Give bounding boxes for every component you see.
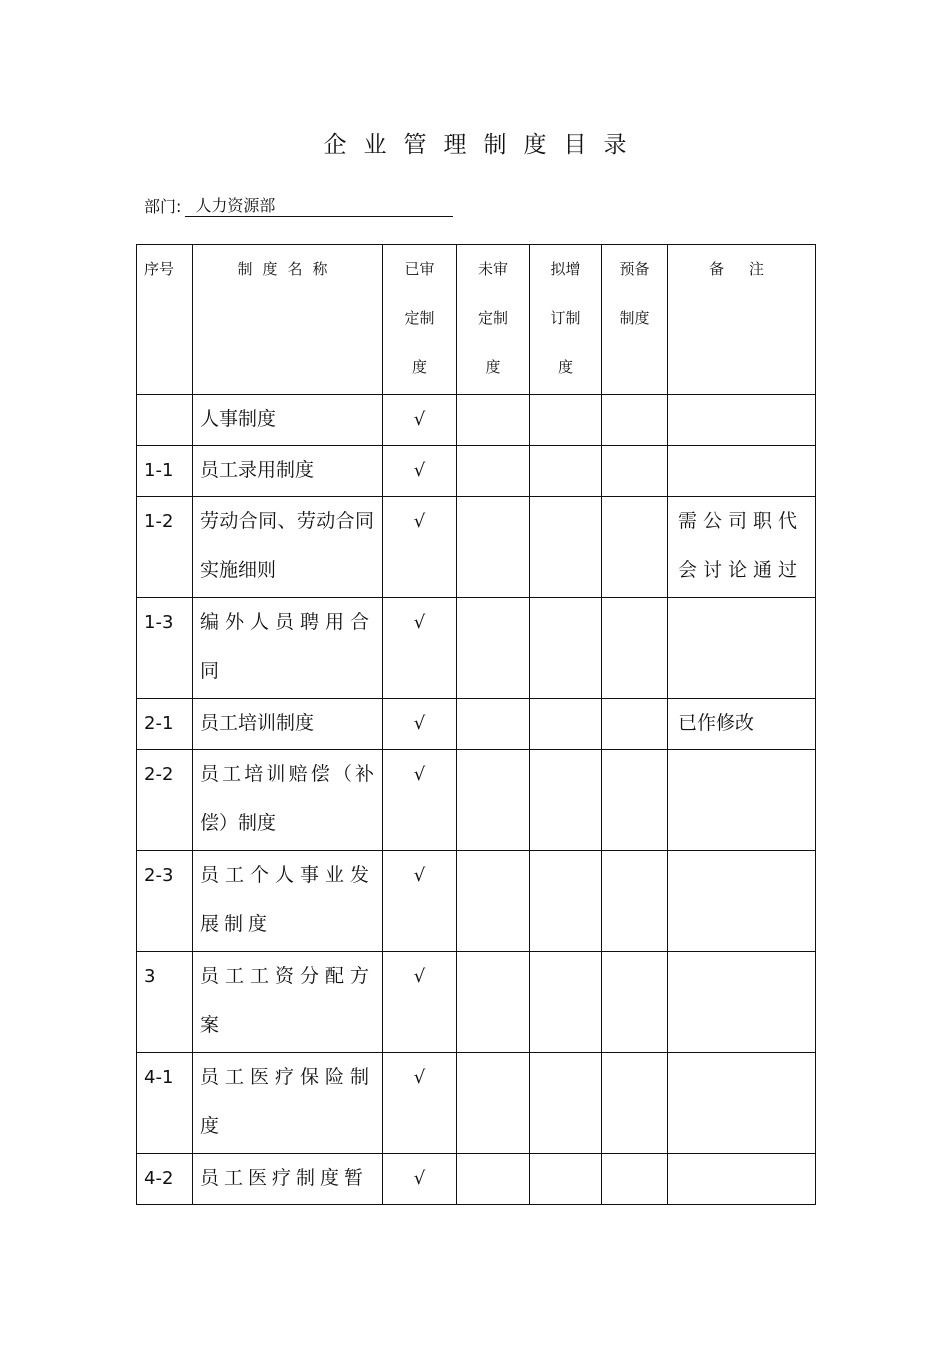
row-no: 1-2	[137, 497, 193, 598]
row-no: 1-3	[137, 598, 193, 699]
table-row	[137, 952, 816, 1053]
table-row	[137, 446, 816, 497]
row-approved-mark: √	[383, 952, 457, 1053]
page-title: 企业管理制度目录	[323, 132, 644, 158]
regulation-table	[136, 244, 816, 1205]
table-row	[137, 497, 816, 598]
row-approved-mark: √	[383, 598, 457, 699]
row-unapproved	[457, 1053, 530, 1154]
row-unapproved	[457, 395, 530, 446]
table-row	[137, 598, 816, 699]
row-planned	[530, 1154, 602, 1205]
header-reserve: 预备 制度	[602, 245, 668, 395]
department-label: 部门:	[144, 197, 182, 216]
row-reserve	[602, 395, 668, 446]
row-remark	[668, 750, 816, 851]
row-approved-mark: √	[383, 750, 457, 851]
row-name: 员工医疗制度暂	[193, 1154, 383, 1205]
row-remark	[668, 598, 816, 699]
row-name: 员工培训赔偿（补偿）制度	[193, 750, 383, 851]
row-unapproved	[457, 497, 530, 598]
row-unapproved	[457, 750, 530, 851]
row-reserve	[602, 1154, 668, 1205]
row-remark	[668, 1154, 816, 1205]
row-no: 3	[137, 952, 193, 1053]
row-remark: 需公司职代会讨论通过	[668, 497, 816, 598]
header-no: 序号	[137, 245, 193, 395]
row-planned	[530, 395, 602, 446]
row-planned	[530, 750, 602, 851]
row-planned	[530, 497, 602, 598]
header-planned: 拟增 订制 度	[530, 245, 602, 395]
header-name: 制度名称	[193, 245, 383, 395]
row-name: 编外人员聘用合同	[193, 598, 383, 699]
header-remark: 备 注	[668, 245, 816, 395]
table-row	[137, 699, 816, 750]
row-unapproved	[457, 1154, 530, 1205]
row-unapproved	[457, 598, 530, 699]
row-approved-mark: √	[383, 1053, 457, 1154]
row-remark: 已作修改	[668, 699, 816, 750]
row-remark	[668, 446, 816, 497]
row-unapproved	[457, 699, 530, 750]
table-row	[137, 851, 816, 952]
row-name: 员工工资分配方案	[193, 952, 383, 1053]
row-no	[137, 395, 193, 446]
header-unapproved: 未审 定制 度	[457, 245, 530, 395]
row-reserve	[602, 598, 668, 699]
row-planned	[530, 952, 602, 1053]
row-name: 人事制度	[193, 395, 383, 446]
row-name: 员工医疗保险制度	[193, 1053, 383, 1154]
row-remark	[668, 395, 816, 446]
row-reserve	[602, 851, 668, 952]
row-approved-mark: √	[383, 395, 457, 446]
row-no: 2-1	[137, 699, 193, 750]
row-unapproved	[457, 952, 530, 1053]
row-name: 员工个人事业发展制度	[193, 851, 383, 952]
row-approved-mark: √	[383, 497, 457, 598]
row-name: 员工培训制度	[193, 699, 383, 750]
row-reserve	[602, 750, 668, 851]
table-row	[137, 1154, 816, 1205]
row-remark	[668, 851, 816, 952]
row-approved-mark: √	[383, 1154, 457, 1205]
row-reserve	[602, 497, 668, 598]
row-remark	[668, 952, 816, 1053]
row-no: 2-3	[137, 851, 193, 952]
table-header-row	[137, 245, 816, 395]
row-planned	[530, 699, 602, 750]
row-approved-mark: √	[383, 699, 457, 750]
table-row	[137, 1053, 816, 1154]
row-planned	[530, 598, 602, 699]
department-line	[144, 194, 453, 217]
table-row	[137, 395, 816, 446]
row-planned	[530, 446, 602, 497]
table-row	[137, 750, 816, 851]
row-planned	[530, 851, 602, 952]
row-name: 劳动合同、劳动合同实施细则	[193, 497, 383, 598]
row-reserve	[602, 1053, 668, 1154]
row-reserve	[602, 446, 668, 497]
row-no: 4-1	[137, 1053, 193, 1154]
row-reserve	[602, 699, 668, 750]
header-approved: 已审 定制 度	[383, 245, 457, 395]
row-name: 员工录用制度	[193, 446, 383, 497]
row-remark	[668, 1053, 816, 1154]
department-value: 人力资源部	[185, 196, 453, 217]
row-unapproved	[457, 446, 530, 497]
row-reserve	[602, 952, 668, 1053]
row-unapproved	[457, 851, 530, 952]
row-approved-mark: √	[383, 446, 457, 497]
row-no: 4-2	[137, 1154, 193, 1205]
row-approved-mark: √	[383, 851, 457, 952]
row-no: 2-2	[137, 750, 193, 851]
row-no: 1-1	[137, 446, 193, 497]
row-planned	[530, 1053, 602, 1154]
